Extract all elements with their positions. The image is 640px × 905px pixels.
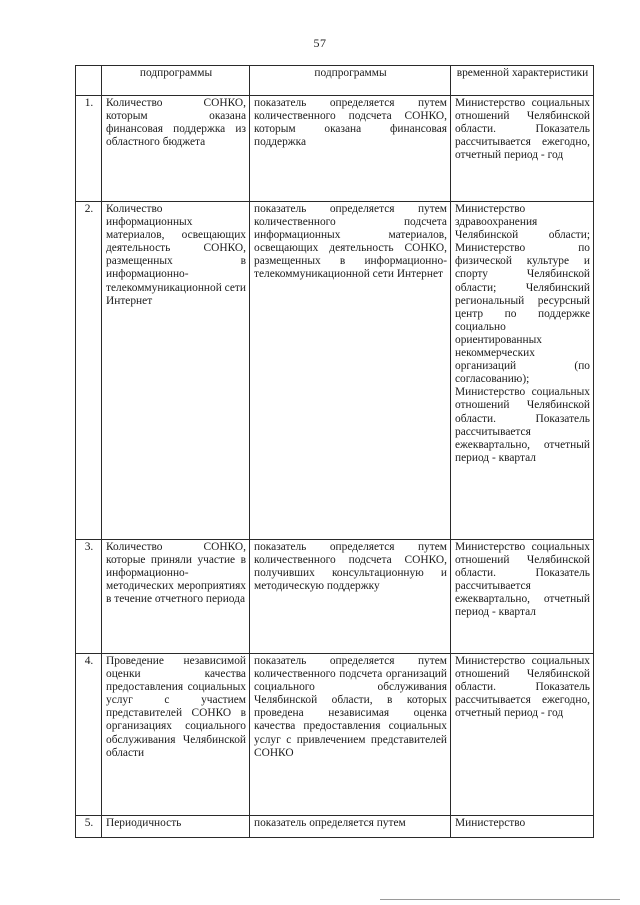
indicators-table [75,65,594,838]
header-resp-cell: временной характеристики [451,66,594,96]
responsible-and-period: Министерство социальных отношений Челябинской области. Показатель рассчитывается ежеквартально, отчетный период - квартал [451,540,594,654]
indicator-name: Количество СОНКО, которые приняли участие в информационно-методических мероприятиях в течение отчетного периода [102,540,250,654]
responsible-and-period: Министерство здравоохранения Челябинской области; Министерство по физической культуре и спорту Челябинской области; Челябинский региональный ресурсный центр по поддержке социально ориентированных некоммерческих организаций (по согласованию); Министерство социальных отношений Челябинской области. Показатель рассчитывается ежеквартально, отчетный период - квартал [451,202,594,540]
table-row [76,540,594,654]
page-number: 57 [313,36,327,50]
row-number: 3. [76,540,102,654]
row-number: 4. [76,654,102,816]
footer-divider [380,899,620,900]
header-method-cell: подпрограммы [250,66,451,96]
table-row [76,96,594,202]
row-number: 1. [76,96,102,202]
responsible-and-period: Министерство [451,816,594,838]
header-num-cell [76,66,102,96]
row-number: 2. [76,202,102,540]
calculation-method: показатель определяется путем [250,816,451,838]
calculation-method: показатель определяется путем количественного подсчета организаций социального обслуживания Челябинской области, в которых проведена независимая оценка качества предоставления социальных услуг с привлечением представителей СОНКО [250,654,451,816]
calculation-method: показатель определяется путем количественного подсчета СОНКО, которым оказана финансовая поддержка [250,96,451,202]
calculation-method: показатель определяется путем количественного подсчета информационных материалов, освещающих деятельность СОНКО, размещенных в информационно-телекоммуникационной сети Интернет [250,202,451,540]
table-header-row [76,66,594,96]
indicator-name: Количество информационных материалов, освещающих деятельность СОНКО, размещенных в информационно-телекоммуникационной сети Интернет [102,202,250,540]
table-row [76,202,594,540]
responsible-and-period: Министерство социальных отношений Челябинской области. Показатель рассчитывается ежегодно, отчетный период - год [451,96,594,202]
indicator-name: Количество СОНКО, которым оказана финансовая поддержка из областного бюджета [102,96,250,202]
row-number: 5. [76,816,102,838]
table-row [76,816,594,838]
indicator-name: Периодичность [102,816,250,838]
indicator-name: Проведение независимой оценки качества предоставления социальных услуг с участием представителей СОНКО в организациях социального обслуживания Челябинской области [102,654,250,816]
calculation-method: показатель определяется путем количественного подсчета СОНКО, получивших консультационную и методическую поддержку [250,540,451,654]
table-row [76,654,594,816]
responsible-and-period: Министерство социальных отношений Челябинской области. Показатель рассчитывается ежегодно, отчетный период - год [451,654,594,816]
header-name-cell: подпрограммы [102,66,250,96]
